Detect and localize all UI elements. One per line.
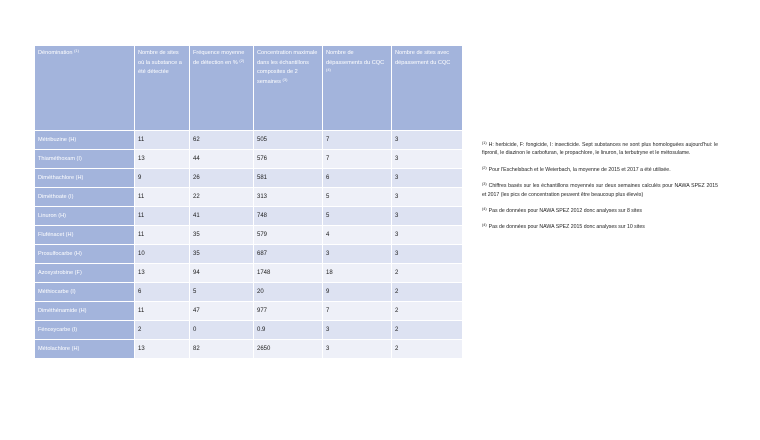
substance-name-cell: Métribuzine (H): [35, 130, 135, 149]
substance-name-cell: Diméthachlore (H): [35, 168, 135, 187]
header-cqc-exceedances: Nombre de dépassements du CQC $^{(4)}$: [323, 46, 392, 130]
sites-with-exceedance-cell: 2: [392, 263, 462, 282]
table-row: [35, 130, 462, 149]
sites-detected-cell: 11: [135, 301, 190, 320]
table-header-row: [35, 46, 462, 130]
substance-name-cell: Flufénacet (H): [35, 225, 135, 244]
header-sites-with-exceedance: Nombre de sites avec dépassement du CQC: [392, 46, 462, 130]
cqc-exceedances-cell: 6: [323, 168, 392, 187]
max-concentration-cell: 579: [254, 225, 323, 244]
detection-frequency-cell: 35: [190, 244, 254, 263]
table-row: [35, 206, 462, 225]
cqc-exceedances-cell: 7: [323, 130, 392, 149]
header-detection-frequency: Fréquence moyenne de détection en % $^{(2)}$: [190, 46, 254, 130]
header-denomination: Dénomination $^{(1)}$: [35, 46, 135, 130]
footnote: $^{(4)}$ Pas de données pour NAWA SPEZ 2015 donc analyses sur 10 sites: [482, 223, 645, 231]
sites-with-exceedance-cell: 3: [392, 244, 462, 263]
sites-detected-cell: 13: [135, 263, 190, 282]
substance-name-cell: Métolachlore (H): [35, 339, 135, 358]
table-row: [35, 187, 462, 206]
sites-with-exceedance-cell: 3: [392, 149, 462, 168]
cqc-exceedances-cell: 9: [323, 282, 392, 301]
cqc-exceedances-cell: 5: [323, 206, 392, 225]
footnotes: [482, 141, 718, 240]
sites-with-exceedance-cell: 3: [392, 187, 462, 206]
max-concentration-cell: 313: [254, 187, 323, 206]
substance-name-cell: Diméthoate (I): [35, 187, 135, 206]
substance-name-cell: Prosulfocarbe (H): [35, 244, 135, 263]
table-row: [35, 282, 462, 301]
detection-frequency-cell: 47: [190, 301, 254, 320]
header-max-concentration: Concentration maximale dans les échantillons composites de 2 semaines $^{(3)}$: [254, 46, 323, 130]
detection-frequency-cell: 82: [190, 339, 254, 358]
max-concentration-cell: 0.9: [254, 320, 323, 339]
sites-detected-cell: 2: [135, 320, 190, 339]
footnote: $^{(1)}$ H: herbicide, F: fongicide, I: insecticide. Sept substances ne sont plus homologuées aujourd'hui: le fipronil, le diazinon le carbofuran, le propachlore, le linuron, la terbutryne et le métosulame.: [482, 141, 718, 157]
detection-frequency-cell: 41: [190, 206, 254, 225]
sites-with-exceedance-cell: 2: [392, 282, 462, 301]
sites-with-exceedance-cell: 3: [392, 168, 462, 187]
sites-with-exceedance-cell: 3: [392, 225, 462, 244]
substance-name-cell: Thiaméthoxam (I): [35, 149, 135, 168]
cqc-exceedances-cell: 3: [323, 320, 392, 339]
max-concentration-cell: 20: [254, 282, 323, 301]
footnote: $^{(3)}$ Chiffres basés sur les échantillons moyennés sur deux semaines calculés pour NAWA SPEZ 2015 et 2017 (les pics de concentration peuvent être beaucoup plus élevés): [482, 182, 718, 198]
sites-detected-cell: 10: [135, 244, 190, 263]
detection-frequency-cell: 44: [190, 149, 254, 168]
substance-name-cell: Diméthénamide (H): [35, 301, 135, 320]
max-concentration-cell: 1748: [254, 263, 323, 282]
detection-frequency-cell: 5: [190, 282, 254, 301]
max-concentration-cell: 977: [254, 301, 323, 320]
table-row: [35, 225, 462, 244]
substance-name-cell: Linuron (H): [35, 206, 135, 225]
detection-frequency-cell: 94: [190, 263, 254, 282]
substances-table: [35, 46, 462, 358]
detection-frequency-cell: 62: [190, 130, 254, 149]
sites-detected-cell: 13: [135, 149, 190, 168]
sites-detected-cell: 9: [135, 168, 190, 187]
table-row: [35, 168, 462, 187]
header-sites-detected: Nombre de sites où la substance a été détectée: [135, 46, 190, 130]
sites-detected-cell: 11: [135, 187, 190, 206]
sites-with-exceedance-cell: 2: [392, 339, 462, 358]
sites-detected-cell: 11: [135, 225, 190, 244]
table-row: [35, 263, 462, 282]
max-concentration-cell: 505: [254, 130, 323, 149]
sites-detected-cell: 11: [135, 130, 190, 149]
sites-with-exceedance-cell: 3: [392, 130, 462, 149]
cqc-exceedances-cell: 7: [323, 149, 392, 168]
cqc-exceedances-cell: 3: [323, 244, 392, 263]
cqc-exceedances-cell: 18: [323, 263, 392, 282]
table-row: [35, 244, 462, 263]
detection-frequency-cell: 22: [190, 187, 254, 206]
sites-detected-cell: 11: [135, 206, 190, 225]
cqc-exceedances-cell: 4: [323, 225, 392, 244]
substance-name-cell: Méthiocarbe (I): [35, 282, 135, 301]
max-concentration-cell: 576: [254, 149, 323, 168]
detection-frequency-cell: 26: [190, 168, 254, 187]
sites-detected-cell: 6: [135, 282, 190, 301]
sites-detected-cell: 13: [135, 339, 190, 358]
substance-name-cell: Azoxystrobine (F): [35, 263, 135, 282]
max-concentration-cell: 687: [254, 244, 323, 263]
table-row: [35, 339, 462, 358]
cqc-exceedances-cell: 3: [323, 339, 392, 358]
table-row: [35, 149, 462, 168]
table-row: [35, 301, 462, 320]
cqc-exceedances-cell: 7: [323, 301, 392, 320]
cqc-exceedances-cell: 5: [323, 187, 392, 206]
sites-with-exceedance-cell: 2: [392, 320, 462, 339]
table-row: [35, 320, 462, 339]
sites-with-exceedance-cell: 2: [392, 301, 462, 320]
max-concentration-cell: 2650: [254, 339, 323, 358]
max-concentration-cell: 581: [254, 168, 323, 187]
detection-frequency-cell: 0: [190, 320, 254, 339]
detection-frequency-cell: 35: [190, 225, 254, 244]
footnote: $^{(4)}$ Pas de données pour NAWA SPEZ 2012 donc analyses sur 8 sites: [482, 207, 642, 215]
footnote: $^{(2)}$ Pour l'Eschelsbach et le Weierbach, la moyenne de 2015 et 2017 a été utilisée.: [482, 165, 671, 173]
sites-with-exceedance-cell: 3: [392, 206, 462, 225]
max-concentration-cell: 748: [254, 206, 323, 225]
substance-name-cell: Fénoxycarbe (I): [35, 320, 135, 339]
